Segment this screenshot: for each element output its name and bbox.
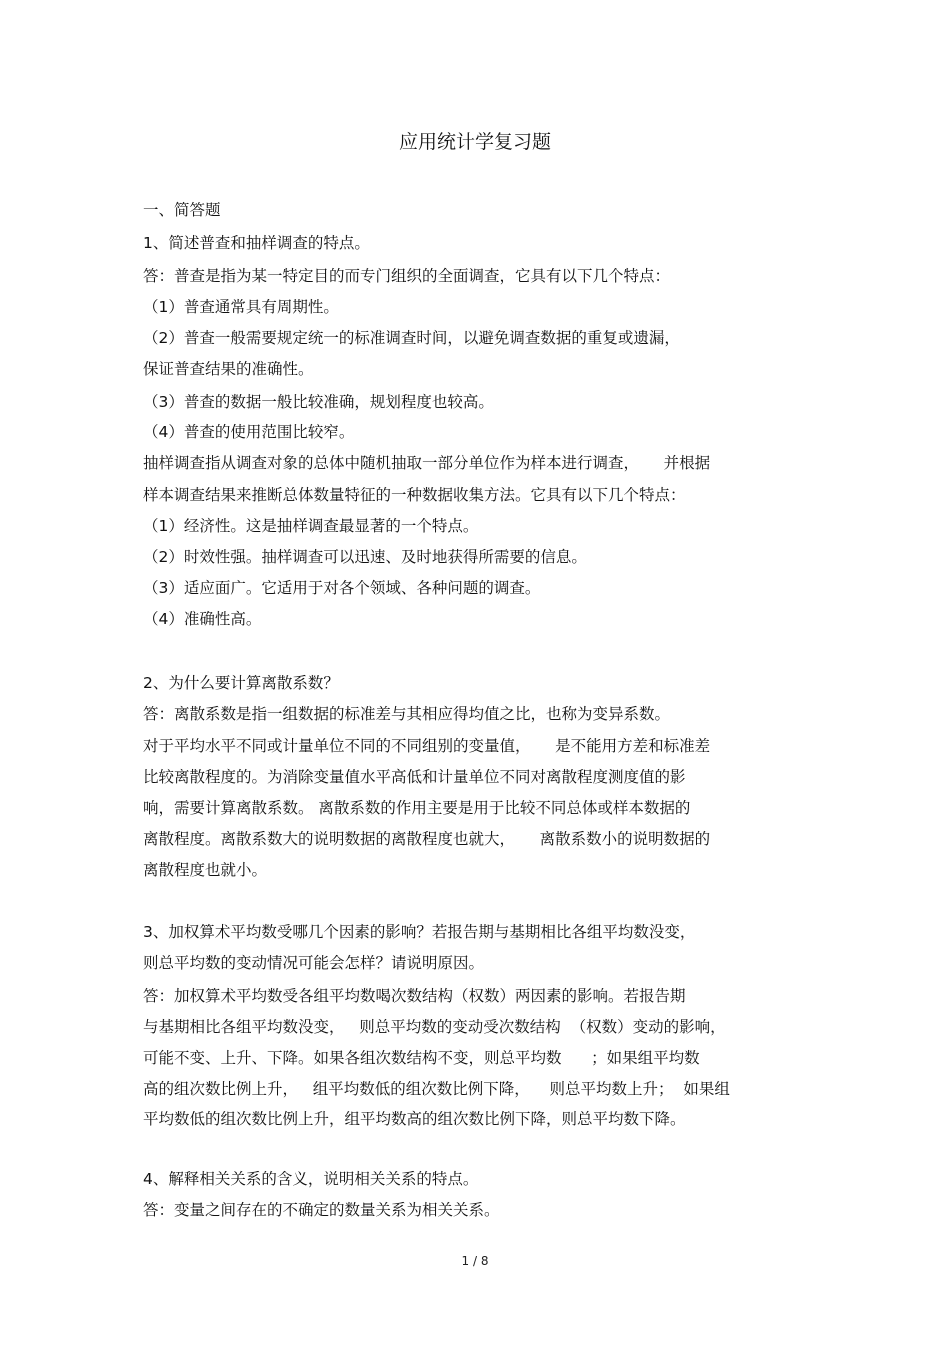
- text-line: （2）普查一般需要规定统一的标准调查时间，以避免调查数据的重复或遗漏，: [143, 329, 680, 347]
- text-line: （2）时效性强。抽样调查可以迅速、及时地获得所需要的信息。: [143, 548, 587, 566]
- text-line: 样本调查结果来推断总体数量特征的一种数据收集方法。它具有以下几个特点：: [143, 486, 686, 504]
- text-line: 高的组次数比例上升， 组平均数低的组次数比例下降， 则总平均数上升； 如果组: [143, 1080, 730, 1098]
- text-line: 2、为什么要计算离散系数？: [143, 674, 339, 692]
- page-title: 应用统计学复习题: [398, 131, 551, 153]
- text-line: 3、加权算术平均数受哪几个因素的影响？若报告期与基期相比各组平均数没变，: [143, 923, 696, 941]
- text-line: 答：离散系数是指一组数据的标准差与其相应得均值之比，也称为变异系数。: [143, 705, 671, 723]
- text-line: （1）普查通常具有周期性。: [143, 298, 339, 316]
- text-line: （3）适应面广。它适用于对各个领域、各种问题的调查。: [143, 579, 541, 597]
- text-line: 响，需要计算离散系数。 离散系数的作用主要是用于比较不同总体或样本数据的: [143, 799, 691, 817]
- text-line: 答：加权算术平均数受各组平均数喝次数结构（权数）两因素的影响。若报告期: [143, 987, 686, 1005]
- text-line: 与基期相比各组平均数没变， 则总平均数的变动受次数结构 （权数）变动的影响，: [143, 1018, 726, 1036]
- text-line: 答：普查是指为某一特定目的而专门组织的全面调查，它具有以下几个特点：: [143, 267, 671, 285]
- text-line: （3）普查的数据一般比较准确，规划程度也较高。: [143, 393, 494, 411]
- text-line: （1）经济性。这是抽样调查最显著的一个特点。: [143, 517, 479, 535]
- text-line: 离散程度也就小。: [143, 861, 268, 879]
- text-line: 4、解释相关关系的含义，说明相关关系的特点。: [143, 1170, 479, 1188]
- page-number: 1 / 8: [461, 1254, 489, 1268]
- text-line: 可能不变、上升、下降。如果各组次数结构不变，则总平均数 ；如果组平均数: [143, 1049, 700, 1067]
- text-line: 平均数低的组次数比例上升，组平均数高的组次数比例下降，则总平均数下降。: [143, 1110, 686, 1128]
- text-line: 保证普查结果的准确性。: [143, 360, 314, 378]
- text-line: 一、简答题: [143, 201, 221, 219]
- text-line: 比较离散程度的。为消除变量值水平高低和计量单位不同对离散程度测度值的影: [143, 768, 686, 786]
- text-line: 对于平均水平不同或计量单位不同的不同组别的变量值， 是不能用方差和标准差: [143, 737, 711, 755]
- text-line: 答：变量之间存在的不确定的数量关系为相关关系。: [143, 1201, 500, 1219]
- text-line: 1、简述普查和抽样调查的特点。: [143, 234, 370, 252]
- text-line: 离散程度。离散系数大的说明数据的离散程度也就大， 离散系数小的说明数据的: [143, 830, 711, 848]
- text-line: 抽样调查指从调查对象的总体中随机抽取一部分单位作为样本进行调查， 并根据: [143, 454, 711, 472]
- text-line: （4）准确性高。: [143, 610, 262, 628]
- text-line: 则总平均数的变动情况可能会怎样？请说明原因。: [143, 954, 485, 972]
- text-line: （4）普查的使用范围比较窄。: [143, 423, 355, 441]
